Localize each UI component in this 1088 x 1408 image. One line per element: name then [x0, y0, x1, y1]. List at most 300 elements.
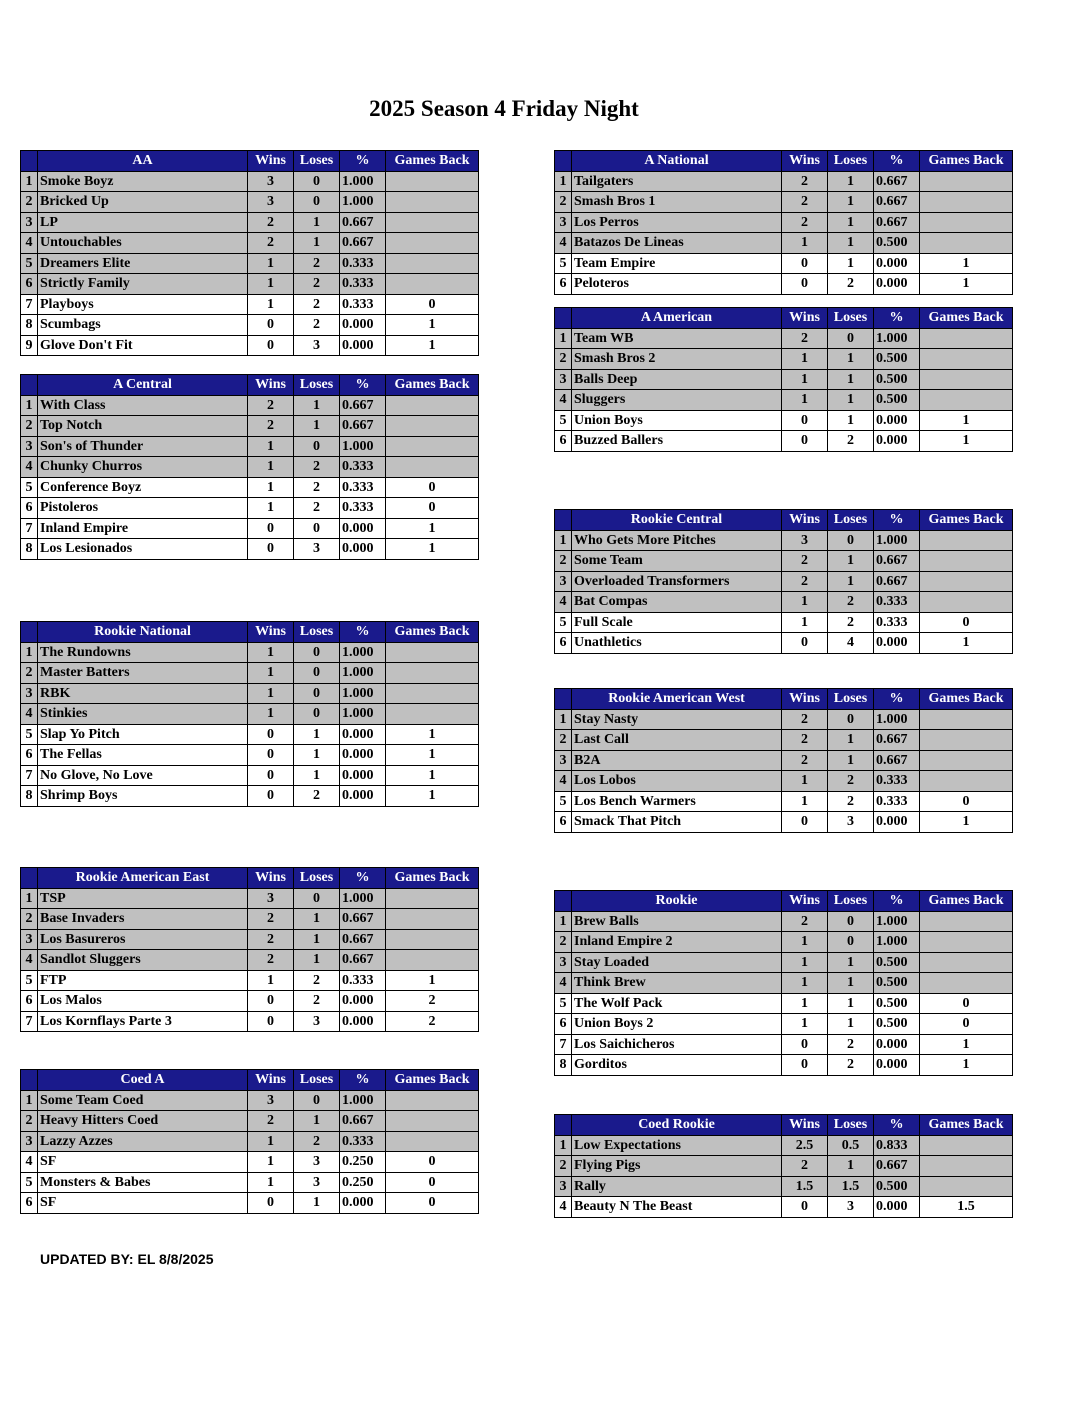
games-back-cell: 1 [386, 539, 479, 560]
loses-cell: 1 [294, 724, 340, 745]
rank-cell: 1 [555, 171, 572, 192]
table-row [21, 1193, 479, 1214]
table-row [21, 294, 479, 315]
rank-cell: 1 [21, 888, 38, 909]
rank-cell: 4 [21, 704, 38, 725]
rank-cell: 3 [21, 436, 38, 457]
wins-cell: 1 [782, 993, 828, 1014]
table-row [555, 253, 1013, 274]
wins-cell: 1 [782, 390, 828, 411]
pct-header: % [874, 510, 920, 531]
loses-cell: 1 [294, 950, 340, 971]
games-back-cell: 1 [920, 410, 1013, 431]
rank-header-cell [555, 1115, 572, 1136]
loses-cell: 2 [294, 970, 340, 991]
table-row [21, 765, 479, 786]
games-back-cell: 1 [386, 970, 479, 991]
wins-cell: 1 [248, 704, 294, 725]
pct-cell: 0.667 [340, 416, 386, 437]
loses-header: Loses [828, 308, 874, 329]
games-back-cell [920, 551, 1013, 572]
pct-cell: 0.333 [340, 498, 386, 519]
games-back-cell: 0 [386, 294, 479, 315]
loses-cell: 2 [828, 771, 874, 792]
table-row [21, 395, 479, 416]
games-back-cell: 1 [386, 315, 479, 336]
loses-cell: 1 [828, 551, 874, 572]
rank-header-cell [21, 868, 38, 889]
team-name-cell: Smash Bros 1 [572, 192, 782, 213]
team-name-cell: Smack That Pitch [572, 812, 782, 833]
table-row [21, 683, 479, 704]
loses-header: Loses [828, 891, 874, 912]
loses-cell: 0 [294, 683, 340, 704]
pct-cell: 0.333 [874, 612, 920, 633]
loses-cell: 1 [828, 1156, 874, 1177]
loses-cell: 1 [828, 952, 874, 973]
table-row [21, 724, 479, 745]
wins-cell: 2 [248, 395, 294, 416]
updated-by-note: UPDATED BY: EL 8/8/2025 [40, 1251, 214, 1267]
pct-cell: 0.833 [874, 1135, 920, 1156]
team-name-cell: Buzzed Ballers [572, 431, 782, 452]
wins-header: Wins [782, 891, 828, 912]
team-name-cell: Low Expectations [572, 1135, 782, 1156]
loses-cell: 1 [294, 745, 340, 766]
wins-cell: 1 [782, 592, 828, 613]
games-back-cell [386, 233, 479, 254]
games-back-header: Games Back [920, 510, 1013, 531]
team-name-cell: Shrimp Boys [38, 786, 248, 807]
games-back-cell: 1 [920, 274, 1013, 295]
loses-cell: 1 [294, 212, 340, 233]
team-name-cell: Strictly Family [38, 274, 248, 295]
division-header: Coed A [38, 1070, 248, 1091]
rank-cell: 4 [555, 233, 572, 254]
team-name-cell: Some Team Coed [38, 1090, 248, 1111]
pct-cell: 1.000 [340, 436, 386, 457]
wins-cell: 0 [248, 1011, 294, 1032]
loses-cell: 2 [294, 253, 340, 274]
pct-cell: 0.667 [874, 171, 920, 192]
games-back-cell: 1 [920, 1055, 1013, 1076]
team-name-cell: Glove Don't Fit [38, 335, 248, 356]
loses-cell: 2 [294, 294, 340, 315]
rank-cell: 1 [555, 911, 572, 932]
loses-cell: 0.5 [828, 1135, 874, 1156]
pct-cell: 0.000 [340, 335, 386, 356]
games-back-cell: 1 [920, 633, 1013, 654]
rank-cell: 4 [555, 771, 572, 792]
pct-cell: 0.667 [340, 909, 386, 930]
loses-cell: 2 [294, 991, 340, 1012]
table-row [555, 410, 1013, 431]
loses-cell: 1 [828, 192, 874, 213]
team-name-cell: Tailgaters [572, 171, 782, 192]
wins-cell: 1 [248, 436, 294, 457]
wins-cell: 1 [248, 970, 294, 991]
wins-cell: 0 [782, 1197, 828, 1218]
rank-cell: 4 [555, 973, 572, 994]
loses-cell: 0 [294, 436, 340, 457]
pct-cell: 0.333 [874, 791, 920, 812]
games-back-cell: 1 [386, 724, 479, 745]
wins-cell: 1 [782, 233, 828, 254]
table-row [555, 993, 1013, 1014]
wins-cell: 2 [248, 929, 294, 950]
rank-cell: 2 [21, 1111, 38, 1132]
rank-cell: 1 [21, 1090, 38, 1111]
wins-cell: 2 [782, 171, 828, 192]
games-back-header: Games Back [386, 151, 479, 172]
rank-cell: 5 [21, 477, 38, 498]
games-back-cell: 1 [386, 765, 479, 786]
division-header: Rookie National [38, 622, 248, 643]
rank-cell: 2 [21, 416, 38, 437]
rank-cell: 6 [555, 274, 572, 295]
pct-cell: 0.333 [340, 477, 386, 498]
wins-cell: 2 [248, 909, 294, 930]
pct-cell: 0.333 [340, 253, 386, 274]
loses-cell: 2 [294, 786, 340, 807]
rank-cell: 2 [555, 730, 572, 751]
pct-cell: 0.000 [340, 315, 386, 336]
team-name-cell: Heavy Hitters Coed [38, 1111, 248, 1132]
loses-cell: 1 [294, 416, 340, 437]
team-name-cell: Bat Compas [572, 592, 782, 613]
wins-cell: 2 [782, 551, 828, 572]
team-name-cell: Some Team [572, 551, 782, 572]
pct-cell: 0.000 [340, 786, 386, 807]
loses-cell: 1 [828, 390, 874, 411]
team-name-cell: RBK [38, 683, 248, 704]
wins-cell: 1.5 [782, 1176, 828, 1197]
pct-cell: 1.000 [340, 663, 386, 684]
pct-cell: 0.000 [874, 1034, 920, 1055]
division-header: Rookie Central [572, 510, 782, 531]
wins-cell: 3 [248, 888, 294, 909]
table-row [21, 786, 479, 807]
games-back-cell [920, 1135, 1013, 1156]
pct-header: % [874, 151, 920, 172]
division-header: Rookie American West [572, 689, 782, 710]
standings-table-a-central [20, 374, 479, 560]
games-back-cell [386, 212, 479, 233]
loses-cell: 2 [828, 791, 874, 812]
wins-cell: 3 [248, 1090, 294, 1111]
games-back-cell [386, 274, 479, 295]
games-back-header: Games Back [386, 868, 479, 889]
games-back-cell [386, 1090, 479, 1111]
rank-cell: 8 [21, 315, 38, 336]
rank-cell: 7 [555, 1034, 572, 1055]
team-name-cell: FTP [38, 970, 248, 991]
page-title: 2025 Season 4 Friday Night [369, 96, 639, 121]
games-back-cell: 0 [386, 1152, 479, 1173]
table-row [21, 315, 479, 336]
loses-cell: 2 [828, 612, 874, 633]
table-header-row [21, 622, 479, 643]
rank-header-cell [555, 891, 572, 912]
table-row [21, 991, 479, 1012]
pct-cell: 0.000 [874, 1055, 920, 1076]
rank-cell: 1 [555, 530, 572, 551]
pct-cell: 0.000 [340, 1011, 386, 1032]
loses-header: Loses [294, 622, 340, 643]
wins-header: Wins [782, 1115, 828, 1136]
team-name-cell: Los Kornflays Parte 3 [38, 1011, 248, 1032]
table-row [555, 571, 1013, 592]
wins-cell: 0 [248, 1193, 294, 1214]
wins-cell: 1 [248, 294, 294, 315]
table-row [21, 1011, 479, 1032]
games-back-cell [920, 390, 1013, 411]
table-row [555, 1014, 1013, 1035]
rank-header-cell [21, 1070, 38, 1091]
pct-cell: 0.500 [874, 973, 920, 994]
rank-cell: 1 [555, 709, 572, 730]
rank-cell: 3 [555, 571, 572, 592]
wins-cell: 1 [248, 1131, 294, 1152]
team-name-cell: Monsters & Babes [38, 1172, 248, 1193]
wins-cell: 1 [248, 642, 294, 663]
loses-cell: 1 [294, 233, 340, 254]
wins-cell: 1 [782, 932, 828, 953]
games-back-cell [386, 888, 479, 909]
wins-cell: 2.5 [782, 1135, 828, 1156]
wins-cell: 1 [782, 791, 828, 812]
table-row [21, 663, 479, 684]
wins-cell: 2 [248, 416, 294, 437]
team-name-cell: Stay Nasty [572, 709, 782, 730]
loses-cell: 1 [294, 765, 340, 786]
games-back-cell [386, 642, 479, 663]
rank-cell: 5 [555, 410, 572, 431]
games-back-cell: 1 [386, 518, 479, 539]
wins-cell: 0 [782, 812, 828, 833]
pct-cell: 0.000 [874, 812, 920, 833]
rank-cell: 7 [21, 1011, 38, 1032]
standings-table-rookie-american-east [20, 867, 479, 1032]
rank-cell: 5 [555, 791, 572, 812]
loses-cell: 1 [828, 212, 874, 233]
wins-cell: 1 [248, 457, 294, 478]
table-row [555, 1197, 1013, 1218]
games-back-cell: 0 [386, 498, 479, 519]
pct-cell: 0.000 [874, 410, 920, 431]
games-back-cell [386, 253, 479, 274]
loses-cell: 1 [828, 571, 874, 592]
games-back-header: Games Back [920, 1115, 1013, 1136]
loses-cell: 2 [828, 592, 874, 613]
wins-cell: 1 [782, 612, 828, 633]
games-back-header: Games Back [386, 1070, 479, 1091]
division-header: A American [572, 308, 782, 329]
wins-cell: 0 [248, 786, 294, 807]
rank-cell: 4 [21, 950, 38, 971]
table-row [555, 911, 1013, 932]
loses-cell: 2 [294, 1131, 340, 1152]
pct-cell: 0.000 [874, 274, 920, 295]
games-back-cell [920, 730, 1013, 751]
table-row [21, 929, 479, 950]
table-row [21, 642, 479, 663]
wins-cell: 2 [782, 709, 828, 730]
team-name-cell: Los Malos [38, 991, 248, 1012]
table-row [21, 457, 479, 478]
loses-cell: 3 [828, 812, 874, 833]
table-header-row [21, 1070, 479, 1091]
games-back-cell [920, 973, 1013, 994]
loses-cell: 3 [294, 1172, 340, 1193]
team-name-cell: Son's of Thunder [38, 436, 248, 457]
team-name-cell: Top Notch [38, 416, 248, 437]
team-name-cell: Los Saichicheros [572, 1034, 782, 1055]
table-row [555, 612, 1013, 633]
loses-cell: 1 [828, 1014, 874, 1035]
rank-header-cell [21, 622, 38, 643]
team-name-cell: SF [38, 1193, 248, 1214]
table-row [21, 436, 479, 457]
loses-cell: 2 [294, 274, 340, 295]
table-row [21, 212, 479, 233]
games-back-cell [920, 709, 1013, 730]
pct-cell: 0.333 [340, 970, 386, 991]
pct-cell: 1.000 [340, 642, 386, 663]
table-row [555, 750, 1013, 771]
pct-cell: 0.000 [874, 431, 920, 452]
table-row [21, 1131, 479, 1152]
rank-cell: 6 [21, 991, 38, 1012]
wins-cell: 2 [248, 1111, 294, 1132]
games-back-cell [920, 1176, 1013, 1197]
rank-cell: 7 [21, 518, 38, 539]
rank-cell: 6 [21, 1193, 38, 1214]
games-back-cell: 0 [920, 612, 1013, 633]
rank-cell: 4 [555, 1197, 572, 1218]
division-header: Rookie American East [38, 868, 248, 889]
wins-cell: 1 [782, 1014, 828, 1035]
pct-cell: 0.000 [340, 518, 386, 539]
pct-cell: 0.667 [874, 551, 920, 572]
loses-cell: 1 [828, 233, 874, 254]
rank-cell: 3 [555, 1176, 572, 1197]
games-back-cell [386, 457, 479, 478]
rank-cell: 5 [21, 253, 38, 274]
team-name-cell: Sluggers [572, 390, 782, 411]
rank-cell: 3 [21, 683, 38, 704]
loses-cell: 0 [294, 1090, 340, 1111]
team-name-cell: Batazos De Lineas [572, 233, 782, 254]
table-row [555, 192, 1013, 213]
team-name-cell: The Wolf Pack [572, 993, 782, 1014]
wins-header: Wins [782, 308, 828, 329]
games-back-cell: 0 [386, 477, 479, 498]
team-name-cell: Peloteros [572, 274, 782, 295]
rank-cell: 3 [21, 1131, 38, 1152]
pct-cell: 0.667 [340, 395, 386, 416]
rank-header-cell [21, 375, 38, 396]
wins-cell: 2 [782, 750, 828, 771]
wins-cell: 0 [248, 745, 294, 766]
table-row [21, 335, 479, 356]
rank-cell: 4 [21, 457, 38, 478]
games-back-cell [920, 328, 1013, 349]
team-name-cell: Base Invaders [38, 909, 248, 930]
wins-cell: 2 [782, 730, 828, 751]
team-name-cell: With Class [38, 395, 248, 416]
games-back-cell [920, 212, 1013, 233]
wins-cell: 0 [248, 539, 294, 560]
rank-cell: 2 [21, 663, 38, 684]
division-header: Coed Rookie [572, 1115, 782, 1136]
rank-cell: 7 [21, 294, 38, 315]
games-back-cell [386, 929, 479, 950]
pct-header: % [874, 1115, 920, 1136]
wins-cell: 1 [248, 274, 294, 295]
loses-cell: 1 [828, 369, 874, 390]
loses-header: Loses [828, 1115, 874, 1136]
team-name-cell: Bricked Up [38, 192, 248, 213]
games-back-cell [920, 1156, 1013, 1177]
team-name-cell: B2A [572, 750, 782, 771]
pct-cell: 1.000 [340, 171, 386, 192]
pct-cell: 0.000 [340, 1193, 386, 1214]
rank-cell: 2 [21, 909, 38, 930]
loses-cell: 3 [294, 1011, 340, 1032]
rank-cell: 1 [555, 1135, 572, 1156]
table-row [555, 730, 1013, 751]
table-row [555, 592, 1013, 613]
pct-cell: 0.000 [340, 745, 386, 766]
games-back-cell [920, 571, 1013, 592]
table-header-row [555, 308, 1013, 329]
rank-cell: 3 [555, 750, 572, 771]
team-name-cell: Beauty N The Beast [572, 1197, 782, 1218]
games-back-cell [386, 1111, 479, 1132]
games-back-cell: 1 [920, 253, 1013, 274]
rank-cell: 7 [21, 765, 38, 786]
table-row [21, 192, 479, 213]
table-row [555, 709, 1013, 730]
team-name-cell: Stay Loaded [572, 952, 782, 973]
wins-cell: 1 [248, 663, 294, 684]
table-row [21, 745, 479, 766]
loses-header: Loses [294, 151, 340, 172]
games-back-cell: 1 [386, 745, 479, 766]
team-name-cell: Playboys [38, 294, 248, 315]
pct-cell: 0.667 [874, 571, 920, 592]
pct-cell: 0.000 [874, 253, 920, 274]
pct-cell: 0.000 [874, 1197, 920, 1218]
games-back-cell [386, 192, 479, 213]
pct-cell: 0.000 [340, 539, 386, 560]
games-back-header: Games Back [386, 622, 479, 643]
team-name-cell: Sandlot Sluggers [38, 950, 248, 971]
rank-header-cell [555, 689, 572, 710]
team-name-cell: LP [38, 212, 248, 233]
rank-cell: 5 [21, 970, 38, 991]
standings-table-rookie-central [554, 509, 1013, 654]
rank-cell: 3 [555, 212, 572, 233]
standings-table-rookie-american-west [554, 688, 1013, 833]
pct-cell: 0.500 [874, 233, 920, 254]
games-back-cell [920, 369, 1013, 390]
rank-cell: 4 [21, 1152, 38, 1173]
pct-header: % [340, 375, 386, 396]
team-name-cell: Stinkies [38, 704, 248, 725]
loses-cell: 0 [294, 518, 340, 539]
